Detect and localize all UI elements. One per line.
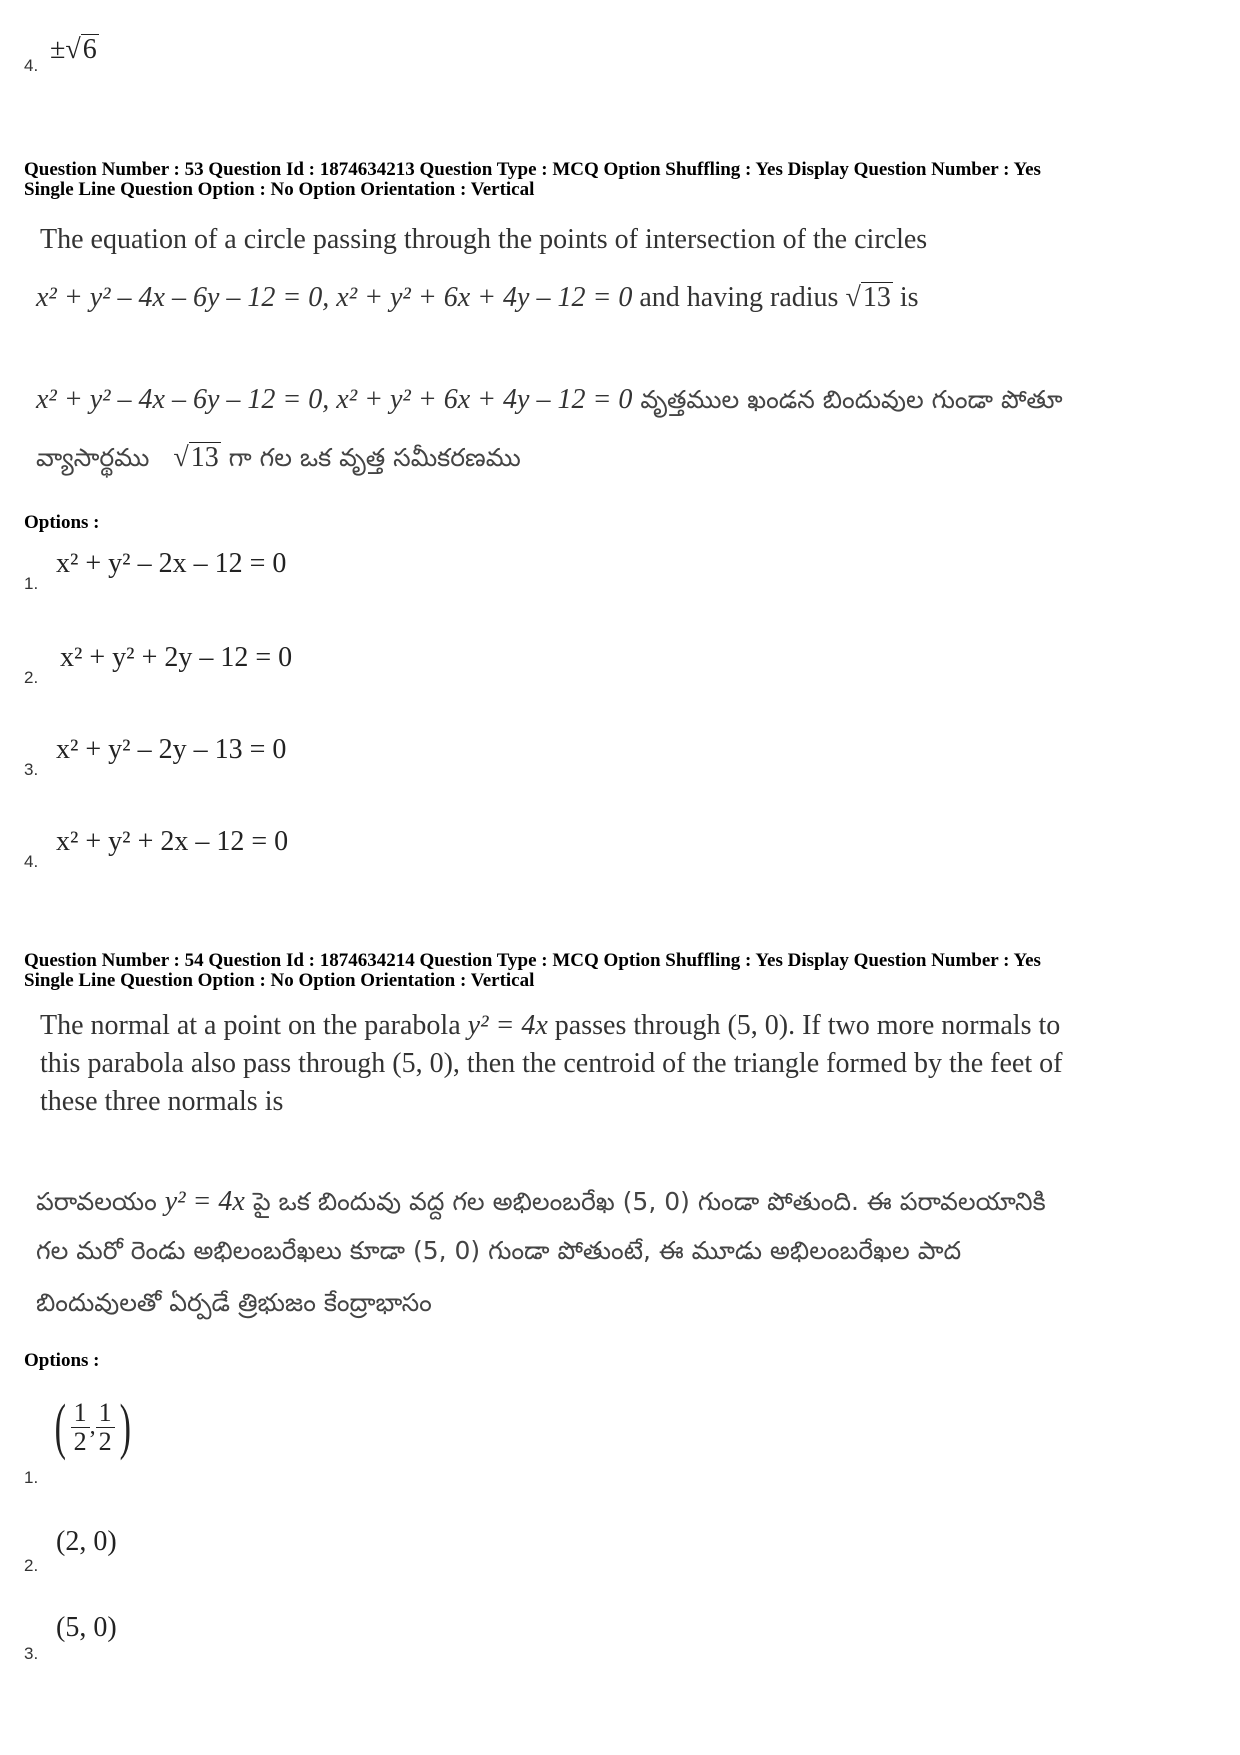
option-number: 2. bbox=[24, 668, 39, 687]
q54-english-line-1: The normal at a point on the parabola y² = 4x passes through (5, 0). If two more normals to bbox=[40, 1010, 1061, 1041]
options-label: Options : bbox=[24, 512, 100, 533]
q54-telugu-line-3: బిందువులతో ఏర్పడే త్రిభుజం కేంద్రాభాసం bbox=[36, 1288, 432, 1317]
q53-telugu-line-2: వ్యాసార్థము √13 గా గల ఒక వృత్త సమీకరణము bbox=[36, 442, 521, 473]
meta-line-2: Single Line Question Option : No Option Orientation : Vertical bbox=[24, 179, 535, 200]
option-number: 1. bbox=[24, 574, 39, 593]
question-53-meta bbox=[24, 160, 1041, 200]
circle-equations: x² + y² – 4x – 6y – 12 = 0, x² + y² + 6x + 4y – 12 = 0 bbox=[36, 282, 633, 313]
meta-line-2: Single Line Question Option : No Option Orientation : Vertical bbox=[24, 970, 535, 991]
q54-telugu-line-2: గల మరో రెండు అభిలంబరేఖలు కూడా (5, 0) గుండా పోతుంటే, ఈ మూడు అభిలంబరేఖల పాద bbox=[36, 1236, 962, 1265]
q53-option-4[interactable]: x² + y² + 2x – 12 = 0 bbox=[56, 826, 289, 857]
meta-line-1: Question Number : 53 Question Id : 1874634213 Question Type : MCQ Option Shuffling : Yes Display Question Number : Yes bbox=[24, 159, 1041, 180]
q54-option-1[interactable]: ( $\frac{1}{2}$ , $\frac{1}{2}$ ) bbox=[54, 1393, 131, 1461]
option-number: 4. bbox=[24, 56, 39, 75]
q53-option-2[interactable]: x² + y² + 2y – 12 = 0 bbox=[60, 642, 293, 673]
question-54-meta bbox=[24, 951, 1041, 991]
option-number: 1. bbox=[24, 1468, 39, 1487]
plus-minus: ± bbox=[50, 34, 66, 65]
fraction: $\frac{1}{2}$ bbox=[96, 1399, 115, 1456]
left-paren-icon: ( bbox=[54, 1393, 67, 1461]
option-4-answer[interactable]: ±√6 bbox=[50, 34, 97, 65]
q53-english-line-1: The equation of a circle passing through the points of intersection of the circles bbox=[40, 224, 928, 255]
q53-option-1[interactable]: x² + y² – 2x – 12 = 0 bbox=[56, 548, 287, 579]
q54-telugu-line-1: పరావలయం y² = 4x పై ఒక బిందువు వద్ద గల అభిలంబరేఖ (5, 0) గుండా పోతుంది. ఈ పరావలయానికి bbox=[36, 1186, 1046, 1217]
radius-value-te: 13 bbox=[190, 442, 219, 473]
q54-option-3[interactable]: (5, 0) bbox=[56, 1612, 117, 1643]
q53-english-line-2: x² + y² – 4x – 6y – 12 = 0, x² + y² + 6x + 4y – 12 = 0 and having radius √13 is bbox=[36, 282, 919, 313]
option-number: 2. bbox=[24, 1556, 39, 1575]
q54-english-line-2: this parabola also pass through (5, 0), then the centroid of the triangle formed by the feet of bbox=[40, 1048, 1063, 1079]
circle-equations-te: x² + y² – 4x – 6y – 12 = 0, x² + y² + 6x + 4y – 12 = 0 bbox=[36, 384, 633, 415]
option-number: 4. bbox=[24, 852, 39, 871]
q53-telugu-line-1: x² + y² – 4x – 6y – 12 = 0, x² + y² + 6x + 4y – 12 = 0 వృత్తముల ఖండన బిందువుల గుండా పోతూ bbox=[36, 384, 1063, 415]
q54-option-2[interactable]: (2, 0) bbox=[56, 1526, 117, 1557]
fraction: $\frac{1}{2}$ bbox=[71, 1399, 90, 1456]
radius-value: 13 bbox=[862, 282, 891, 313]
q54-english-line-3: these three normals is bbox=[40, 1086, 284, 1117]
option-number: 3. bbox=[24, 760, 39, 779]
sqrt-radicand: 6 bbox=[82, 34, 97, 65]
parabola-equation: y² = 4x bbox=[467, 1010, 548, 1041]
option-number: 3. bbox=[24, 1644, 39, 1663]
q53-option-3[interactable]: x² + y² – 2y – 13 = 0 bbox=[56, 734, 287, 765]
options-label: Options : bbox=[24, 1350, 100, 1371]
meta-line-1: Question Number : 54 Question Id : 1874634214 Question Type : MCQ Option Shuffling : Yes Display Question Number : Yes bbox=[24, 950, 1041, 971]
parabola-equation-te: y² = 4x bbox=[164, 1186, 245, 1217]
right-paren-icon: ) bbox=[119, 1393, 131, 1461]
